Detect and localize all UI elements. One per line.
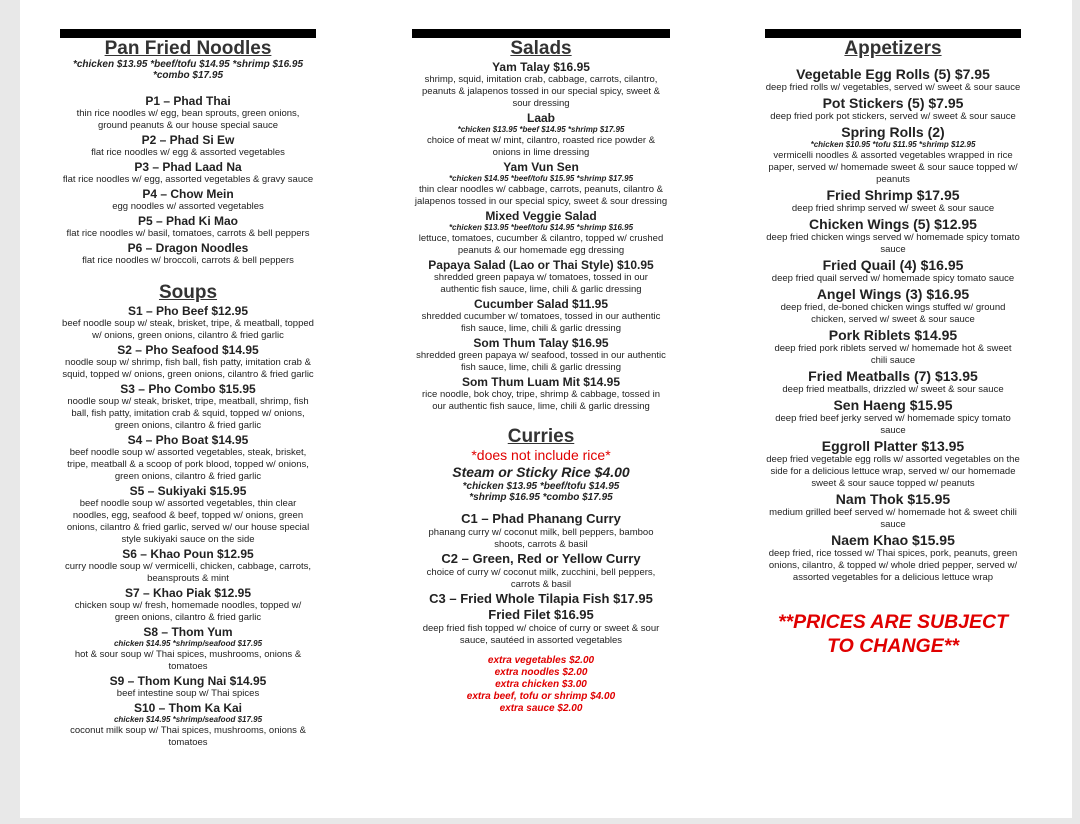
menu-item-name: S3 – Pho Combo $15.95 [120,382,256,396]
menu-item-description: deep fried meatballs, drizzled w/ sweet & sour sauce [782,384,1004,395]
menu-item-name: Cucumber Salad $11.95 [473,297,609,311]
menu-item-subname: Fried Filet $16.95 [488,607,594,622]
price-notice: **PRICES ARE SUBJECT [777,611,1009,633]
column-noodles-soups [60,29,316,749]
extra-charge: extra noodles $2.00 [494,667,588,678]
menu-item-description: deep fried beef jerky served w/ homemade spicy tomato sauce [775,413,1011,436]
menu-item-name: Papaya Salad (Lao or Thai Style) $10.95 [428,258,654,272]
extra-charge: extra chicken $3.00 [495,679,587,690]
menu-item-name: Chicken Wings (5) $12.95 [809,216,977,232]
menu-item-name: C1 – Phad Phanang Curry [461,511,621,526]
menu-item-name: Angel Wings (3) $16.95 [816,286,970,302]
section-title-curries: Curries [507,426,575,447]
menu-item-name: S2 – Pho Seafood $14.95 [117,343,259,357]
menu-item-description: choice of meat w/ mint, cilantro, roasted rice powder & onions in lime dressing [426,135,656,158]
menu-item-description: thin rice noodles w/ egg, bean sprouts, green onions, ground peanuts & our house special sauce [76,108,300,131]
menu-item-description: chicken soup w/ fresh, homemade noodles, topped w/ green onions, cilantro & fried garlic [74,600,302,623]
menu-item-name: S4 – Pho Boat $14.95 [127,433,249,447]
menu-item-price-note: *chicken $10.95 *tofu $11.95 *shrimp $12.95 [810,140,976,149]
menu-item-name: S8 – Thom Yum [143,625,233,639]
menu-item-name: Vegetable Egg Rolls (5) $7.95 [796,66,990,82]
salads-list [412,61,670,413]
noodles-list [60,95,316,267]
menu-item-description: shredded green papaya w/ tomatoes, tossed in our authentic fish sauce, lime, chili & garlic dressing [434,272,648,295]
menu-item-description: deep fried vegetable egg rolls w/ assorted vegetables on the side for a delicious lettuce wrap, served w/ our homemade sweet & sour sauce topped w/ peanuts [766,454,1020,489]
menu-item-description: shredded cucumber w/ tomatoes, tossed in our authentic fish sauce, lime, chili & garlic dressing [421,311,661,334]
menu-item-name: Sen Haeng $15.95 [833,397,953,413]
soups-list [60,305,316,749]
menu-item-description: thin clear noodles w/ cabbage, carrots, peanuts, cilantro & jalapenos tossed in our special spicy, sweet & sour dressing [414,184,668,207]
menu-item-name: C2 – Green, Red or Yellow Curry [441,551,641,566]
menu-item-description: deep fried shrimp served w/ sweet & sour sauce [791,203,995,214]
menu-item-name: P2 – Phad Si Ew [141,133,235,147]
menu-item-name: Spring Rolls (2) [841,124,945,140]
menu-item-description: coconut milk soup w/ Thai spices, mushrooms, onions & tomatoes [70,725,306,748]
menu-item-name: P5 – Phad Ki Mao [137,214,239,228]
menu-item-name: P4 – Chow Mein [142,187,234,201]
menu-item-description: flat rice noodles w/ basil, tomatoes, carrots & bell peppers [66,228,310,239]
menu-item-name: Som Thum Talay $16.95 [473,336,609,350]
menu-item-price-note: *chicken $13.95 *beef $14.95 *shrimp $17.95 [457,125,625,134]
menu-item-name: Pot Stickers (5) $7.95 [822,95,964,111]
menu-item-description: vermicelli noodles & assorted vegetables wrapped in rice paper, served w/ homemade sweet & sour sauce topped w/ peanuts [768,150,1018,185]
menu-item-name: Yam Talay $16.95 [492,60,590,74]
menu-item-name: Pork Riblets $14.95 [828,327,958,343]
column-salads-curries [412,29,670,715]
menu-item-name: S1 – Pho Beef $12.95 [127,304,249,318]
menu-item-description: noodle soup w/ shrimp, fish ball, fish patty, imitation crab & squid, topped w/ onions, green onions, cilantro & fried garlic [62,357,314,380]
menu-item-name: S7 – Khao Piak $12.95 [124,586,252,600]
menu-item-description: deep fried pork riblets served w/ homemade hot & sweet chili sauce [774,343,1012,366]
menu-item-description: beef noodle soup w/ assorted vegetables, thin clear noodles, egg, seafood & beef, topped w/ onions, green onions, cilantro & fried garlic, served w/ our house special style sukiyaki sauce on the side [66,498,310,545]
menu-item-description: deep fried, de-boned chicken wings stuffed w/ ground chicken, served w/ sweet & sour sauce [780,302,1006,325]
extras-list [412,655,670,715]
section-title-salads: Salads [510,38,572,59]
noodles-price-note-combo: *combo $17.95 [152,70,224,81]
menu-item-description: egg noodles w/ assorted vegetables [112,201,264,212]
column-appetizers [765,29,1021,658]
appetizers-list [765,66,1021,584]
menu-item-description: lettuce, tomatoes, cucumber & cilantro, topped w/ crushed peanuts & our homemade egg dressing [418,233,664,256]
menu-item-name: P1 – Phad Thai [145,94,231,108]
menu-item-name: Eggroll Platter $13.95 [821,438,965,454]
menu-item-name: Mixed Veggie Salad [485,209,597,223]
menu-item-name: Fried Shrimp $17.95 [826,187,960,203]
menu-item-description: hot & sour soup w/ Thai spices, mushrooms, onions & tomatoes [74,649,302,672]
menu-item-name: Naem Khao $15.95 [831,532,955,548]
menu-item-description: beef intestine soup w/ Thai spices [116,688,260,699]
section-title-noodles: Pan Fried Noodles [104,38,272,59]
header-bar [60,29,316,38]
menu-item-description: beef noodle soup w/ steak, brisket, tripe, & meatball, topped w/ onions, green onions, cilantro & fried garlic [62,318,314,341]
menu-item-description: flat rice noodles w/ egg & assorted vegetables [91,147,285,158]
menu-item-description: flat rice noodles w/ broccoli, carrots & bell peppers [82,255,294,266]
menu-item-name: Som Thum Luam Mit $14.95 [461,375,621,389]
menu-item-name: Fried Meatballs (7) $13.95 [808,368,978,384]
menu-item-name: S9 – Thom Kung Nai $14.95 [109,674,267,688]
section-title-soups: Soups [158,282,218,303]
menu-item-name: Nam Thok $15.95 [835,491,951,507]
menu-item-name: Yam Vun Sen [503,160,579,174]
curries-rice-price: Steam or Sticky Rice $4.00 [452,464,630,480]
menu-item-description: flat rice noodles w/ egg, assorted vegetables & gravy sauce [62,174,314,185]
price-notice-2: TO CHANGE** [827,635,959,657]
menu-item-description: phanang curry w/ coconut milk, bell peppers, bamboo shoots, carrots & basil [428,527,654,550]
menu-item-description: deep fried pork pot stickers, served w/ sweet & sour sauce [770,111,1016,122]
curries-price-note-2: *shrimp $16.95 *combo $17.95 [469,492,613,503]
menu-item-description: beef noodle soup w/ assorted vegetables, steak, brisket, tripe, meatball & a scoop of pork blood, topped w/ onions, green onions, cilantro & fried garlic [67,447,309,482]
extra-charge: extra vegetables $2.00 [487,655,595,666]
noodles-price-note: *chicken $13.95 *beef/tofu $14.95 *shrimp $16.95 [72,59,304,70]
menu-item-price-note: *chicken $14.95 *beef/tofu $15.95 *shrimp $17.95 [448,174,634,183]
menu-item-name: Fried Quail (4) $16.95 [822,257,964,273]
menu-item-description: deep fried, rice tossed w/ Thai spices, pork, peanuts, green onions, cilantro, & topped w/ whole dried pepper, served w/ assorted vegetables for a delicious lettuce wrap [768,548,1018,583]
menu-item-name: S6 – Khao Poun $12.95 [122,547,254,561]
curries-no-rice-note: *does not include rice* [471,447,611,463]
menu-item-name: Laab [526,111,555,125]
menu-item-description: deep fried fish topped w/ choice of curry or sweet & sour sauce, sautéed in assorted vegetables [422,623,660,646]
menu-item-name: P3 – Phad Laad Na [134,160,242,174]
extra-charge: extra beef, tofu or shrimp $4.00 [466,691,616,702]
menu-item-description: medium grilled beef served w/ homemade hot & sweet chili sauce [769,507,1017,530]
header-bar [412,29,670,38]
section-title-appetizers: Appetizers [844,38,942,59]
menu-item-description: shredded green papaya w/ seafood, tossed in our authentic fish sauce, lime, chili & garlic dressing [416,350,666,373]
menu-item-description: curry noodle soup w/ vermicelli, chicken, cabbage, carrots, beansprouts & mint [64,561,312,584]
menu-item-name: C3 – Fried Whole Tilapia Fish $17.95 [429,591,653,606]
menu-page [20,0,1072,818]
menu-item-description: deep fried chicken wings served w/ homemade spicy tomato sauce [766,232,1020,255]
extra-charge: extra sauce $2.00 [499,703,583,714]
menu-item-name: P6 – Dragon Noodles [127,241,249,255]
menu-item-description: deep fried quail served w/ homemade spicy tomato sauce [771,273,1015,284]
curries-list [412,511,670,591]
curries-price-note: *chicken $13.95 *beef/tofu $14.95 [462,481,620,492]
header-bar [765,29,1021,38]
menu-item-description: choice of curry w/ coconut milk, zucchini, bell peppers, carrots & basil [426,567,656,590]
menu-item-name: S5 – Sukiyaki $15.95 [129,484,247,498]
menu-item-price-note: chicken $14.95 *shrimp/seafood $17.95 [113,639,263,648]
menu-item-description: rice noodle, bok choy, tripe, shrimp & cabbage, tossed in our authentic fish sauce, lime, chili & garlic dressing [422,389,660,412]
menu-item-price-note: *chicken $13.95 *beef/tofu $14.95 *shrimp $16.95 [448,223,634,232]
menu-item-description: shrimp, squid, imitation crab, cabbage, carrots, cilantro, peanuts & jalapenos tossed in our special spicy, sweet & sour dressing [422,74,660,109]
menu-item-description: noodle soup w/ steak, brisket, tripe, meatball, shrimp, fish ball, fish patty, imitation crab & squid, topped w/ onions, green onions, cilantro & fried garlic [67,396,309,431]
menu-item-description: deep fried rolls w/ vegetables, served w/ sweet & sour sauce [765,82,1021,93]
menu-item-price-note: chicken $14.95 *shrimp/seafood $17.95 [113,715,263,724]
menu-item-name: S10 – Thom Ka Kai [133,701,243,715]
